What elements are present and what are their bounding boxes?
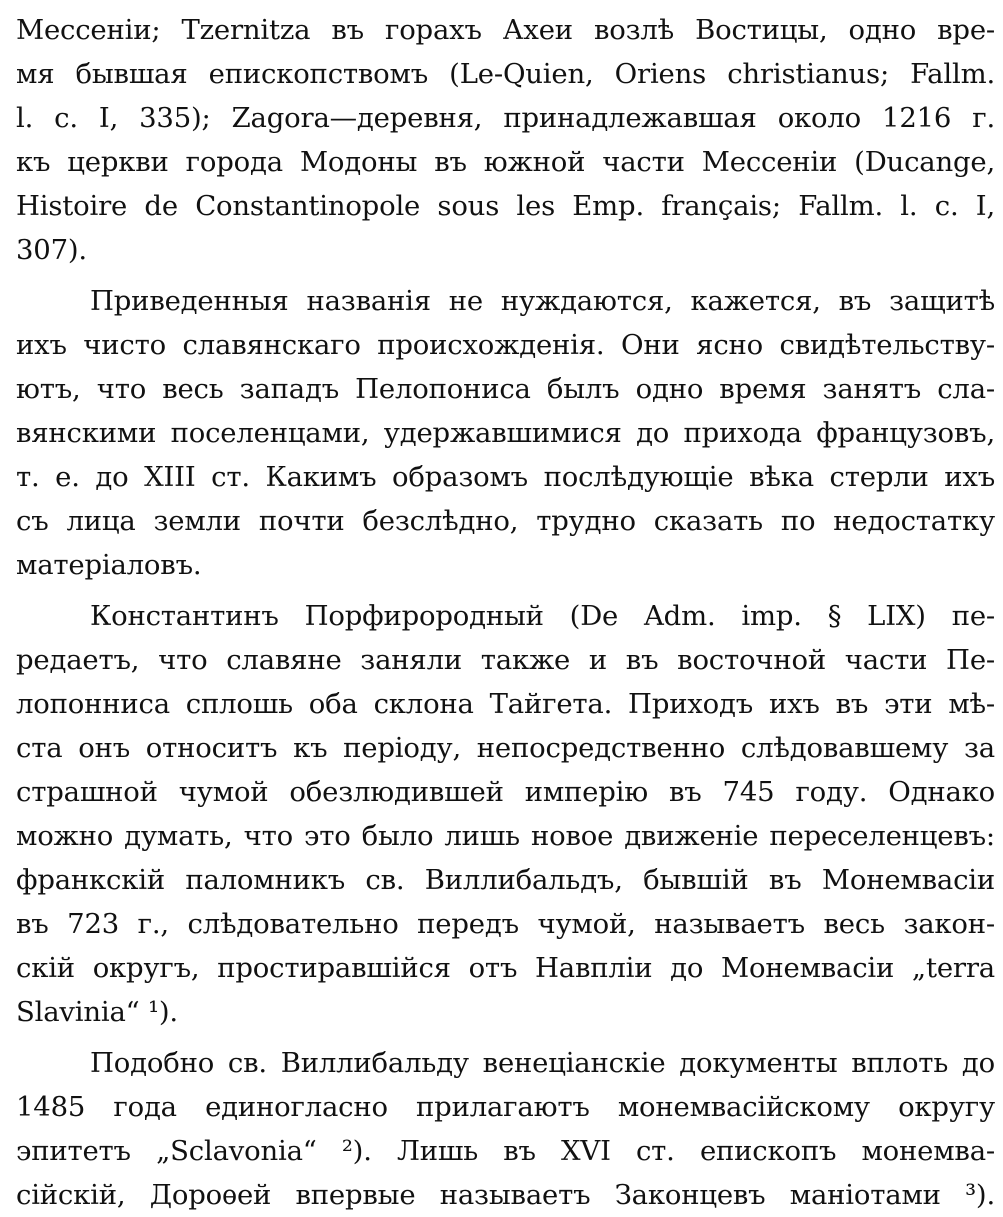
text-line: ста онъ относитъ къ періоду, непосредственно слѣдовавшему за (16, 732, 995, 764)
text-line: матеріаловъ. (16, 549, 202, 581)
text-line: т. е. до XIII ст. Какимъ образомъ послѣдующіе вѣка стерли ихъ (16, 461, 995, 493)
text-line: Приведенныя названія не нуждаются, кажется, въ защитѣ (90, 285, 995, 317)
text-line: франкскій паломникъ св. Виллибальдъ, бывшій въ Монемвасіи (16, 864, 995, 896)
paragraph-4 (16, 1041, 995, 1217)
text-line: лопонниса сплошь оба склона Тайгета. Приходъ ихъ въ эти мѣ- (16, 688, 995, 720)
text-line: съ лица земли почти безслѣдно, трудно сказать по недостатку (16, 505, 995, 537)
paragraph-2 (16, 279, 995, 587)
text-line: Мессеніи; Tzernitza въ горахъ Ахеи возлѣ Востицы, одно вре- (16, 14, 995, 46)
text-line: 1485 года единогласно прилагаютъ монемвасійскому округу (16, 1091, 995, 1123)
text-line: ихъ чисто славянскаго происхожденія. Они ясно свидѣтельству- (16, 329, 995, 361)
text-line: редаетъ, что славяне заняли также и въ восточной части Пе- (16, 644, 995, 676)
text-line: вянскими поселенцами, удержавшимися до прихода французовъ, (16, 417, 995, 449)
text-line: Slavinia“ ¹). (16, 996, 178, 1028)
text-line: l. c. I, 335); Zagora—деревня, принадлежавшая около 1216 г. (16, 102, 995, 134)
text-line: эпитетъ „Sclavonia“ ²). Лишь въ XVI ст. епископъ монемва- (16, 1135, 995, 1167)
text-line: Histoire de Constantinopole sous les Emp. français; Fallm. l. c. I, (16, 190, 995, 222)
text-line: ютъ, что весь западъ Пелопониса былъ одно время занятъ сла- (16, 373, 995, 405)
text-line: въ 723 г., слѣдовательно передъ чумой, называетъ весь закон- (16, 908, 995, 940)
text-line: скій округъ, простиравшійся отъ Навпліи до Монемвасіи „terra (16, 952, 995, 984)
text-line: 307). (16, 234, 87, 266)
text-line: Подобно св. Виллибальду венеціанскіе документы вплоть до (90, 1047, 995, 1079)
paragraph-1 (16, 8, 995, 272)
text-line: мя бывшая епископствомъ (Le-Quien, Oriens christianus; Fallm. (16, 58, 995, 90)
text-line: Константинъ Порфирородный (De Adm. imp. § LIX) пе- (90, 600, 995, 632)
text-line: страшной чумой обезлюдившей имперію въ 745 году. Однако (16, 776, 995, 808)
text-line: сійскій, Дороѳей впервые называетъ Законцевъ маніотами ³). (16, 1179, 995, 1211)
text-line: къ церкви города Модоны въ южной части Мессеніи (Ducange, (16, 146, 995, 178)
paragraph-3 (16, 594, 995, 1034)
text-line: можно думать, что это было лишь новое движеніе переселенцевъ: (16, 820, 995, 852)
